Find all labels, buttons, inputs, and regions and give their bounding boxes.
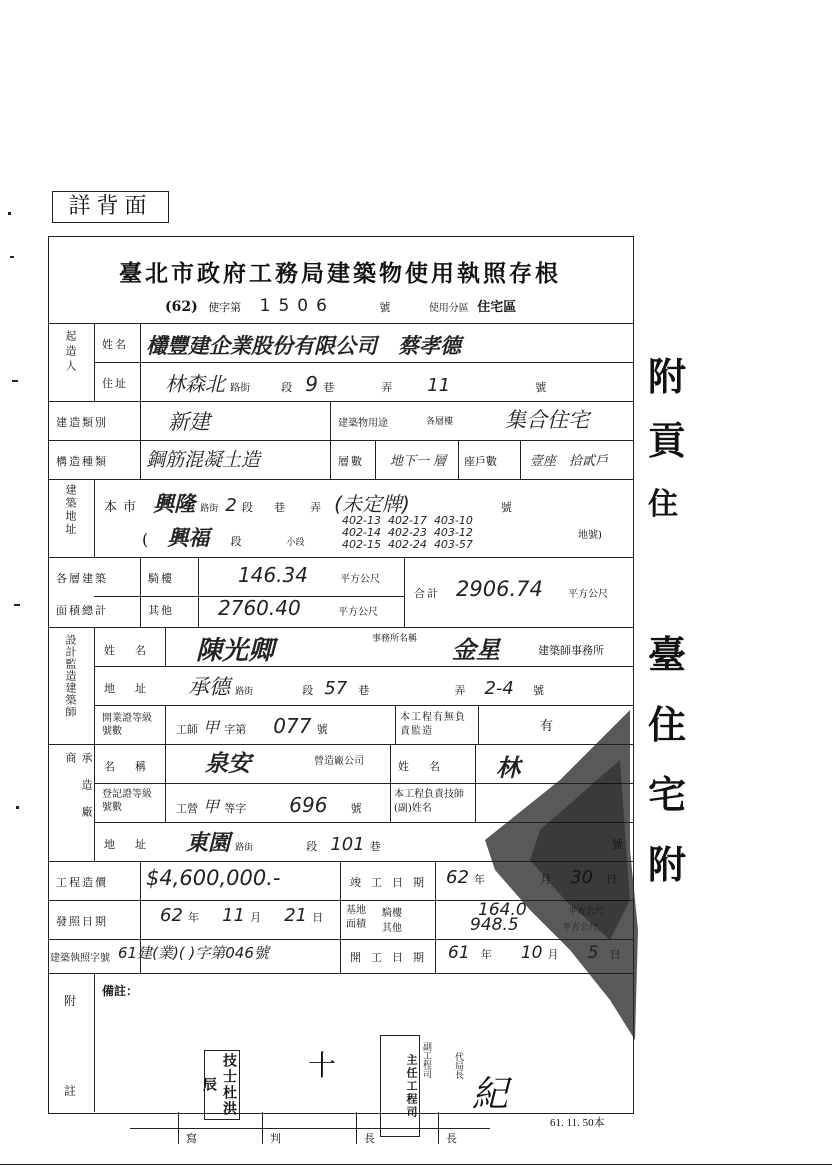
lot: 402-24 xyxy=(387,538,427,551)
scan-speck xyxy=(16,806,19,809)
units-value: 壹座 拾貳戶 xyxy=(530,454,609,469)
lot: 403-10 xyxy=(433,514,473,527)
lane-mark: 巷 xyxy=(369,840,381,853)
floor-label: 各層樓 xyxy=(426,417,454,427)
margin-char: 附 xyxy=(648,354,687,399)
year-mark: 年 xyxy=(474,873,485,886)
bottom-divider xyxy=(438,1112,439,1144)
site-sec: 2 xyxy=(225,495,237,516)
addr-suffix: 號 xyxy=(535,381,547,394)
architect-name-label: 姓名 xyxy=(104,644,166,657)
margin-handwriting xyxy=(648,345,688,537)
base-other-value: 948.5 xyxy=(470,915,519,935)
col-line xyxy=(520,440,521,479)
office-name: 金星 xyxy=(452,636,500,664)
row-line xyxy=(48,557,634,558)
issue-label: 發照日期 xyxy=(56,915,108,928)
col-line xyxy=(404,557,405,627)
year-mark: 年 xyxy=(188,911,199,924)
struct-label: 構造種類 xyxy=(56,455,108,468)
floors-label: 層數 xyxy=(338,455,364,468)
site-road: 興隆 xyxy=(153,492,196,516)
director-signature: 紀 xyxy=(472,1074,509,1115)
architect-lane: 57 xyxy=(324,678,348,699)
site-suffix: 號 xyxy=(500,501,512,514)
reg-mid: 字第 xyxy=(224,723,247,736)
site-no-mark: 弄 xyxy=(310,501,322,514)
arcade-value: 146.34 xyxy=(238,563,308,587)
permit-suffix: 號 xyxy=(379,301,391,314)
area-section-label-2: 面積總計 xyxy=(56,604,108,617)
remarks-side-1: 附 xyxy=(64,994,77,1008)
contractor-person-label: 姓名 xyxy=(398,760,460,773)
contractor-address xyxy=(186,826,381,857)
builder-section-label: 起造人 xyxy=(64,330,77,375)
contractor-addr-road: 東園 xyxy=(186,831,231,856)
architect-reg xyxy=(176,714,328,738)
builder-addr-no: 11 xyxy=(427,375,451,396)
margin-char: 住 xyxy=(648,487,678,522)
row-line xyxy=(48,323,634,324)
builder-addr-lane: 9 xyxy=(305,372,319,396)
tech-label: 本工程負責技師(副)姓名 xyxy=(394,789,464,814)
other-unit: 平方公尺 xyxy=(338,607,378,618)
done-year: 62 xyxy=(446,867,469,888)
col-line xyxy=(94,479,95,557)
issue-day: 21 xyxy=(284,905,308,926)
scan-smudge xyxy=(470,700,640,1050)
bottom-label-b: 判 xyxy=(270,1132,281,1145)
architect-reg-label: 開業證等級號數 xyxy=(102,713,152,737)
reg-prefix: 工師 xyxy=(176,723,198,736)
bottom-label-c: 長 xyxy=(364,1132,375,1145)
scan-speck xyxy=(12,380,18,382)
supervise-label: 本工程有無負責監造 xyxy=(400,712,466,737)
day-mark: 日 xyxy=(312,911,324,924)
margin-char: 住 xyxy=(648,702,687,747)
permit-year: (62) xyxy=(165,299,198,315)
architect-no: 2-4 xyxy=(484,678,514,699)
lots-row-c xyxy=(342,539,473,551)
signature-mark: 十 xyxy=(308,1049,337,1082)
contractor-reg xyxy=(176,793,362,817)
site-line-2 xyxy=(142,522,305,552)
col-line xyxy=(330,401,331,440)
row-line xyxy=(48,479,634,480)
row-line xyxy=(94,362,634,363)
reg-grade: 甲 xyxy=(203,718,220,737)
office-suffix: 建築師事務所 xyxy=(538,644,604,657)
margin-char: 附 xyxy=(648,842,687,887)
scan-speck xyxy=(10,256,14,258)
lane-mark: 巷 xyxy=(323,381,335,394)
form-code: 61. 11. 50本 xyxy=(550,1117,605,1129)
architect-address xyxy=(188,671,544,701)
arcade-unit: 平方公尺 xyxy=(340,574,380,585)
form-title: 臺北市政府工務局建築物使用執照存根 xyxy=(119,260,561,287)
contractor-addr-label: 地址 xyxy=(104,838,166,851)
permit-mid: 使字第 xyxy=(208,301,242,314)
lot: 402-23 xyxy=(387,526,427,539)
start-label: 開工日期 xyxy=(350,951,434,964)
office-label: 事務所名稱 xyxy=(372,634,418,644)
contractor-lane: 101 xyxy=(330,834,365,855)
architect-section-label: 設計監造建築師 xyxy=(64,634,77,718)
col-line xyxy=(165,705,166,744)
road-mark: 路街 xyxy=(235,687,254,697)
done-label: 竣工日期 xyxy=(350,876,434,889)
month-mark: 月 xyxy=(250,911,262,924)
permit-number: 1506 xyxy=(259,296,335,316)
col-line xyxy=(94,627,95,861)
lot: 403-57 xyxy=(433,538,473,551)
row-line xyxy=(48,440,634,441)
contractor-name-suffix: 營造廠公司 xyxy=(314,756,364,767)
reg-grade: 甲 xyxy=(203,797,220,816)
issue-month: 11 xyxy=(222,905,245,926)
sec-mark: 段 xyxy=(302,684,314,697)
base-arcade-value: 164.0 xyxy=(478,900,527,920)
base-arcade-label: 騎樓 xyxy=(382,908,402,919)
land-suffix: 地號) xyxy=(578,530,602,541)
other-label: 其他 xyxy=(148,604,174,617)
struct-value: 鋼筋混凝土造 xyxy=(146,449,261,471)
type-label: 建造類別 xyxy=(56,416,108,429)
zone-label: 使用分區 xyxy=(428,303,469,314)
col-line xyxy=(390,744,391,822)
col-line xyxy=(140,323,141,401)
lane-mark: 巷 xyxy=(358,684,370,697)
row-line xyxy=(94,666,634,667)
contractor-name: 泉安 xyxy=(205,751,251,777)
issue-year: 62 xyxy=(160,905,183,926)
site-city: 本市 xyxy=(104,500,143,515)
issue-date xyxy=(160,905,323,926)
reg-prefix: 工營 xyxy=(176,802,198,815)
document-tag: 詳背面 xyxy=(52,191,169,223)
permit-no-value: 61建(業)( )字第046號 xyxy=(118,944,269,962)
margin-char: 貢 xyxy=(648,418,687,463)
lot: 402-15 xyxy=(342,538,381,551)
stamp-engineer: 主任工程司 xyxy=(380,1035,420,1137)
contractor-person: 林 xyxy=(496,754,520,782)
lot: 402-17 xyxy=(387,514,427,527)
land-lots xyxy=(342,515,473,551)
remarks-side-2: 註 xyxy=(64,1084,77,1098)
start-year: 61 xyxy=(448,943,470,963)
site-sec-mark: 段 xyxy=(241,501,253,514)
col-line xyxy=(140,557,141,627)
builder-name-label: 姓名 xyxy=(102,338,128,351)
reg-suffix: 號 xyxy=(316,723,328,736)
land-name: 興福 xyxy=(167,526,210,550)
road-mark: 路街 xyxy=(235,843,254,853)
row-line xyxy=(48,401,634,402)
contractor-reg-label: 登記證等級號數 xyxy=(102,789,152,813)
site-road-mark: 路街 xyxy=(200,504,219,514)
reg-suffix: 號 xyxy=(350,802,362,815)
no-mark: 弄 xyxy=(381,381,393,394)
permit-line xyxy=(165,296,516,316)
col-line xyxy=(375,440,376,479)
use-label: 建築物用途 xyxy=(338,418,388,429)
stamp-technician: 技士杜洪辰 xyxy=(204,1050,240,1120)
lot: 403-12 xyxy=(433,526,473,539)
builder-addr-road: 林森北 xyxy=(165,372,225,396)
year-mark: 年 xyxy=(480,948,492,961)
col-line xyxy=(435,861,436,973)
month-mark: 月 xyxy=(547,948,559,961)
sec-mark: 段 xyxy=(306,840,318,853)
type-value: 新建 xyxy=(168,410,210,434)
bottom-divider xyxy=(356,1112,357,1144)
bottom-divider xyxy=(178,1112,179,1144)
builder-address xyxy=(165,368,546,397)
col-line xyxy=(165,744,166,822)
start-month: 10 xyxy=(520,943,543,963)
architect-name: 陳光卿 xyxy=(196,636,275,666)
scan-speck xyxy=(8,212,11,215)
other-value: 2760.40 xyxy=(218,596,301,620)
area-section-label-1: 各層建築 xyxy=(56,572,108,585)
contractor-name-label: 名稱 xyxy=(104,760,166,773)
sec-mark: 段 xyxy=(281,381,293,394)
stamp-director: 代局長 xyxy=(453,1052,463,1079)
road-mark: 路街 xyxy=(230,383,251,394)
base-other-label: 其他 xyxy=(382,923,402,934)
use-value: 集合住宅 xyxy=(505,408,589,432)
bottom-label-a: 寫 xyxy=(186,1132,197,1145)
stamp-deputy: 副工程司 xyxy=(421,1042,431,1078)
architect-addr-label: 地址 xyxy=(104,682,166,695)
builder-name: 欉豐建企業股份有限公司 蔡孝德 xyxy=(146,334,461,358)
margin-char: 臺 xyxy=(648,632,687,677)
col-line xyxy=(458,440,459,479)
bottom-divider xyxy=(262,1112,263,1144)
lot: 402-14 xyxy=(342,526,381,539)
margin-handwriting-lower xyxy=(648,620,688,900)
land-sec: 段 xyxy=(230,535,242,548)
scan-speck xyxy=(14,604,20,606)
reg-no: 696 xyxy=(289,793,328,817)
cost-label: 工程造價 xyxy=(56,876,108,889)
site-paren: (未定牌) xyxy=(334,492,410,516)
col-line xyxy=(395,705,396,744)
lot: 402-13 xyxy=(342,514,381,527)
arcade-label: 騎樓 xyxy=(148,572,174,585)
units-label: 座戶數 xyxy=(464,455,497,468)
supervise-value: 有 xyxy=(540,719,554,734)
floors-value: 地下一 層 xyxy=(390,454,447,469)
addr-suffix: 號 xyxy=(532,684,544,697)
land-sub: 小段 xyxy=(286,538,305,548)
architect-addr-road: 承德 xyxy=(188,675,230,699)
total-value: 2906.74 xyxy=(456,577,543,601)
bottom-label-d: 長 xyxy=(446,1132,457,1145)
col-line xyxy=(340,861,341,973)
total-label: 合計 xyxy=(414,587,440,600)
total-unit: 平方公尺 xyxy=(568,589,608,600)
no-mark: 弄 xyxy=(454,684,466,697)
base-label: 基地面積 xyxy=(346,905,366,930)
col-line xyxy=(140,401,141,479)
margin-char: 宅 xyxy=(648,772,687,817)
reg-no: 077 xyxy=(273,714,312,738)
col-line xyxy=(330,440,331,479)
builder-addr-label: 住址 xyxy=(102,377,128,390)
zone-value: 住宅區 xyxy=(477,300,517,315)
land-prefix: ( xyxy=(142,530,149,549)
remarks-label: 備註： xyxy=(102,984,139,998)
permit-no-label: 建築執照字號 xyxy=(50,953,110,964)
site-section-label: 建築地址 xyxy=(64,484,77,536)
col-line xyxy=(94,323,95,401)
row-line xyxy=(48,627,634,628)
col-line xyxy=(198,557,199,627)
contractor-section-label: 承造廠商 xyxy=(64,752,93,833)
col-line xyxy=(94,973,95,1112)
bottom-line xyxy=(130,1128,490,1129)
page-bottom-edge xyxy=(0,1164,832,1165)
reg-mid: 等字 xyxy=(224,802,247,815)
cost-value: $4,600,000.- xyxy=(146,866,281,890)
site-lane-mark: 巷 xyxy=(273,501,285,514)
